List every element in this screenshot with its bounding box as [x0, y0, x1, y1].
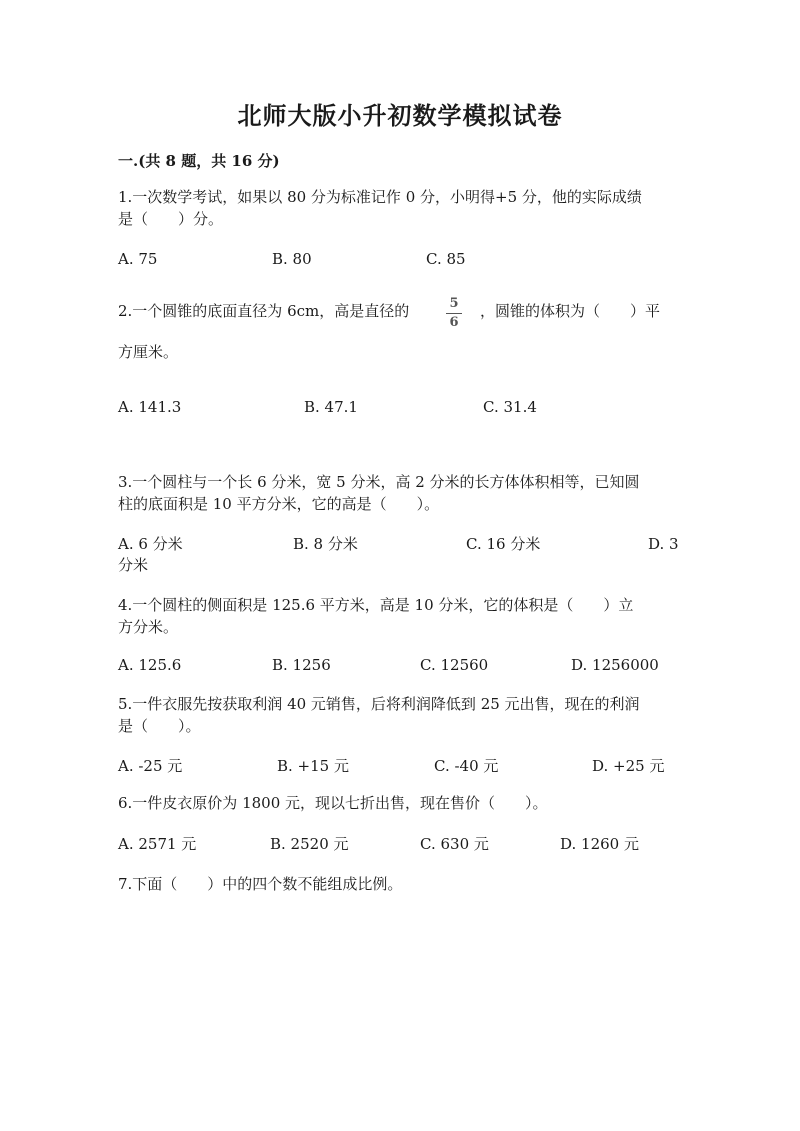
question-1-option-b[interactable]: B. 80 — [272, 250, 312, 268]
question-4-option-b[interactable]: B. 1256 — [272, 656, 331, 674]
question-4-option-c[interactable]: C. 12560 — [420, 656, 489, 674]
question-5-line2: 是（ ）。 — [118, 717, 201, 735]
question-5-option-d[interactable]: D. +25 元 — [592, 757, 665, 775]
question-5 — [118, 693, 678, 737]
question-2-part1: 2.一个圆锥的底面直径为 6cm，高是直径的 — [118, 302, 410, 320]
question-3-option-c[interactable]: C. 16 分米 — [466, 535, 541, 553]
question-3-option-d[interactable]: D. 3 — [648, 535, 679, 553]
question-7 — [118, 873, 678, 895]
question-4-line1: 4.一个圆柱的侧面积是 125.6 平方米，高是 10 分米，它的体积是（ ）立 — [118, 596, 634, 614]
question-2-line2: 方厘米。 — [118, 343, 179, 361]
section-heading: 一.(共 8 题，共 16 分) — [118, 152, 280, 170]
question-3-line1: 3.一个圆柱与一个长 6 分米，宽 5 分米，高 2 分米的长方体体积相等，已知圆 — [118, 473, 640, 491]
question-5-option-a[interactable]: A. -25 元 — [118, 757, 183, 775]
question-1-line2: 是（ ）分。 — [118, 210, 224, 228]
question-5-line1: 5.一件衣服先按获取利润 40 元销售，后将利润降低到 25 元出售，现在的利润 — [118, 695, 640, 713]
question-4-line2: 方分米。 — [118, 618, 179, 636]
question-3 — [118, 471, 678, 515]
question-2-option-b[interactable]: B. 47.1 — [304, 398, 358, 416]
question-1-line1: 1.一次数学考试，如果以 80 分为标准记作 0 分，小明得+5 分，他的实际成绩 — [118, 188, 642, 206]
question-6-option-b[interactable]: B. 2520 元 — [270, 835, 349, 853]
question-4-option-a[interactable]: A. 125.6 — [118, 656, 182, 674]
question-6-option-c[interactable]: C. 630 元 — [420, 835, 489, 853]
question-2-option-c[interactable]: C. 31.4 — [483, 398, 537, 416]
fraction-numerator: 5 — [449, 296, 459, 311]
fraction-denominator: 6 — [449, 315, 459, 330]
question-7-line1: 7.下面（ ）中的四个数不能组成比例。 — [118, 875, 403, 893]
question-2-part2: ，圆锥的体积为（ ）平 — [480, 302, 661, 320]
question-3-option-d-wrap: 分米 — [118, 556, 149, 574]
question-4 — [118, 594, 678, 638]
question-6-line1: 6.一件皮衣原价为 1800 元，现以七折出售，现在售价（ ）。 — [118, 794, 548, 812]
question-2-fraction — [440, 296, 468, 331]
question-3-line2: 柱的底面积是 10 平方分米，它的高是（ ）。 — [118, 495, 440, 513]
question-1-option-a[interactable]: A. 75 — [118, 250, 158, 268]
question-5-option-c[interactable]: C. -40 元 — [434, 757, 499, 775]
question-3-option-b[interactable]: B. 8 分米 — [293, 535, 358, 553]
question-1-option-c[interactable]: C. 85 — [426, 250, 466, 268]
question-3-option-a[interactable]: A. 6 分米 — [118, 535, 183, 553]
question-4-option-d[interactable]: D. 1256000 — [571, 656, 659, 674]
question-5-option-b[interactable]: B. +15 元 — [277, 757, 349, 775]
question-1 — [118, 186, 678, 230]
page-title: 北师大版小升初数学模拟试卷 — [237, 101, 563, 130]
fraction-bar — [446, 313, 462, 314]
question-2-option-a[interactable]: A. 141.3 — [118, 398, 182, 416]
question-6-option-a[interactable]: A. 2571 元 — [118, 835, 197, 853]
question-6 — [118, 792, 678, 814]
question-6-option-d[interactable]: D. 1260 元 — [560, 835, 639, 853]
